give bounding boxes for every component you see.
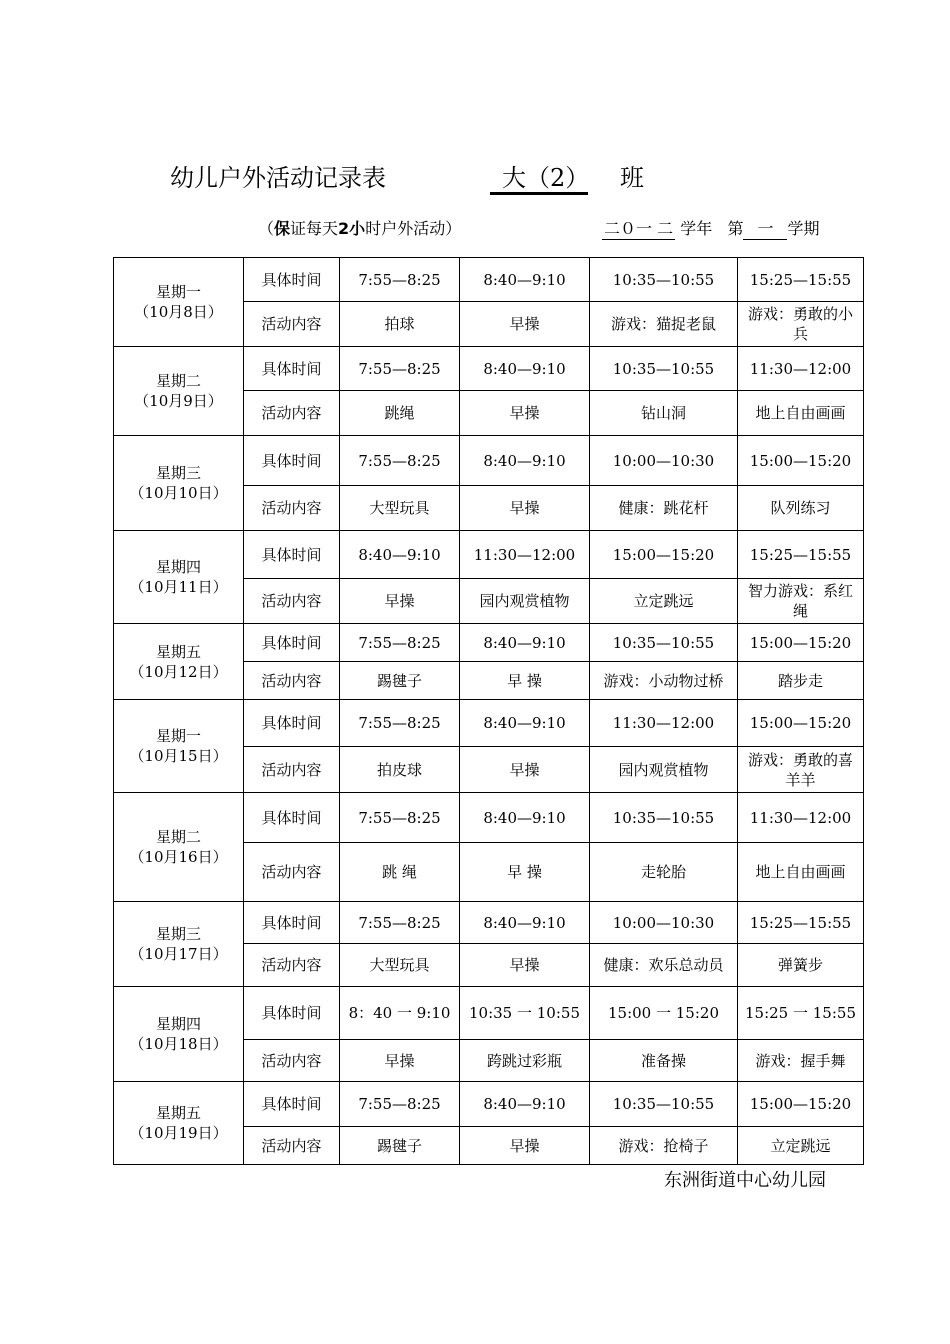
weekday: 星期四 (155, 558, 201, 576)
activity-cell: 游戏：勇敢的喜羊羊 (738, 747, 864, 793)
activity-cell: 跨跳过彩瓶 (460, 1040, 590, 1082)
activity-cell: 园内观赏植物 (590, 747, 738, 793)
activity-cell: 踏步走 (738, 662, 864, 700)
content-label: 活动内容 (244, 843, 340, 902)
activity-cell: 立定跳远 (590, 579, 738, 624)
time-cell: 7:55—8:25 (340, 258, 460, 302)
kindergarten-name: 东洲街道中心幼儿园 (664, 1170, 826, 1191)
time-label: 具体时间 (244, 700, 340, 747)
day-cell (114, 258, 244, 347)
day-cell (114, 1082, 244, 1165)
date: （10月11日） (129, 578, 228, 596)
day-cell (114, 700, 244, 793)
time-cell: 10:35—10:55 (590, 347, 738, 391)
day-cell (114, 347, 244, 436)
time-cell: 15:25—15:55 (738, 902, 864, 944)
time-cell: 7:55—8:25 (340, 902, 460, 944)
time-cell: 11:30—12:00 (460, 531, 590, 579)
content-label: 活动内容 (244, 662, 340, 700)
schedule-time-row (114, 624, 864, 662)
schedule-time-row (114, 258, 864, 302)
activity-cell: 早 操 (460, 843, 590, 902)
activity-cell: 健康：欢乐总动员 (590, 944, 738, 987)
day-cell (114, 793, 244, 902)
activity-cell: 游戏：猫捉老鼠 (590, 302, 738, 347)
time-cell: 10:35 一 10:55 (460, 987, 590, 1040)
time-cell: 8:40—9:10 (460, 258, 590, 302)
schedule-time-row (114, 987, 864, 1040)
activity-cell: 游戏：小动物过桥 (590, 662, 738, 700)
time-cell: 7:55—8:25 (340, 347, 460, 391)
time-cell: 15:00—15:20 (738, 700, 864, 747)
time-cell: 11:30—12:00 (590, 700, 738, 747)
date: （10月10日） (129, 484, 228, 502)
schedule-time-row (114, 902, 864, 944)
content-label: 活动内容 (244, 579, 340, 624)
weekday: 星期一 (155, 727, 201, 745)
term-word: 第 (727, 219, 744, 238)
time-label: 具体时间 (244, 1082, 340, 1127)
day-cell (114, 902, 244, 987)
activity-cell: 早操 (460, 1127, 590, 1165)
note-end: 时户外活动） (365, 219, 462, 238)
activity-cell: 踢毽子 (340, 662, 460, 700)
time-cell: 8:40—9:10 (460, 902, 590, 944)
time-cell: 15:00—15:20 (738, 1082, 864, 1127)
note-open: （ (258, 219, 275, 238)
weekday: 星期三 (155, 464, 201, 482)
schedule-time-row (114, 1082, 864, 1127)
activity-cell: 游戏：握手舞 (738, 1040, 864, 1082)
time-cell: 10:00—10:30 (590, 436, 738, 486)
time-cell: 7:55—8:25 (340, 1082, 460, 1127)
note-bold-2: 2小 (338, 219, 366, 238)
activity-cell: 早操 (460, 944, 590, 987)
time-cell: 10:35—10:55 (590, 258, 738, 302)
term-info (602, 216, 820, 240)
time-label: 具体时间 (244, 793, 340, 843)
activity-cell: 早 操 (460, 662, 590, 700)
weekday: 星期二 (155, 372, 201, 390)
note-bold-1: 保 (274, 219, 291, 238)
time-label: 具体时间 (244, 347, 340, 391)
activity-note (258, 216, 461, 239)
time-cell: 15:00—15:20 (590, 531, 738, 579)
time-label: 具体时间 (244, 624, 340, 662)
time-cell: 10:35—10:55 (590, 793, 738, 843)
activity-cell: 钻山洞 (590, 391, 738, 436)
term-number: 一 (743, 216, 787, 240)
activity-cell: 走轮胎 (590, 843, 738, 902)
time-cell: 8:40—9:10 (460, 700, 590, 747)
schedule-time-row (114, 531, 864, 579)
activity-cell: 早操 (340, 1040, 460, 1082)
content-label: 活动内容 (244, 747, 340, 793)
time-cell: 7:55—8:25 (340, 793, 460, 843)
term-label: 学期 (787, 219, 820, 238)
time-cell: 15:00—15:20 (738, 624, 864, 662)
schedule-time-row (114, 347, 864, 391)
schedule-table (113, 257, 864, 1165)
time-cell: 8：40 一 9:10 (340, 987, 460, 1040)
activity-cell: 拍球 (340, 302, 460, 347)
date: （10月16日） (129, 848, 228, 866)
activity-cell: 健康：跳花杆 (590, 486, 738, 531)
activity-cell: 跳 绳 (340, 843, 460, 902)
content-label: 活动内容 (244, 486, 340, 531)
activity-cell: 早操 (460, 302, 590, 347)
time-cell: 8:40—9:10 (460, 793, 590, 843)
day-cell (114, 531, 244, 624)
activity-cell: 拍皮球 (340, 747, 460, 793)
class-name: 大（2） (502, 164, 590, 192)
time-cell: 11:30—12:00 (738, 347, 864, 391)
activity-cell: 早操 (460, 486, 590, 531)
time-label: 具体时间 (244, 258, 340, 302)
day-cell (114, 624, 244, 700)
time-cell: 10:35—10:55 (590, 624, 738, 662)
activity-cell: 立定跳远 (738, 1127, 864, 1165)
date: （10月8日） (134, 303, 223, 321)
activity-cell: 准备操 (590, 1040, 738, 1082)
activity-cell: 早操 (460, 747, 590, 793)
date: （10月15日） (129, 747, 228, 765)
day-cell (114, 987, 244, 1082)
term-year-label: 学年 (680, 219, 713, 238)
content-label: 活动内容 (244, 302, 340, 347)
date: （10月19日） (129, 1124, 228, 1142)
time-cell: 15:25 一 15:55 (738, 987, 864, 1040)
day-cell (114, 436, 244, 531)
activity-cell: 队列练习 (738, 486, 864, 531)
time-cell: 8:40—9:10 (460, 1082, 590, 1127)
activity-cell: 跳绳 (340, 391, 460, 436)
weekday: 星期一 (155, 283, 201, 301)
weekday: 星期三 (155, 925, 201, 943)
activity-cell: 游戏：抢椅子 (590, 1127, 738, 1165)
weekday: 星期二 (155, 828, 201, 846)
activity-cell: 早操 (460, 391, 590, 436)
date: （10月9日） (134, 392, 223, 410)
note-mid: 证每天 (290, 219, 339, 238)
time-label: 具体时间 (244, 531, 340, 579)
activity-cell: 地上自由画画 (738, 391, 864, 436)
time-cell: 15:25—15:55 (738, 258, 864, 302)
time-cell: 11:30—12:00 (738, 793, 864, 843)
schedule-time-row (114, 793, 864, 843)
class-suffix: 班 (620, 164, 644, 192)
activity-cell: 游戏：勇敢的小兵 (738, 302, 864, 347)
time-cell: 7:55—8:25 (340, 624, 460, 662)
content-label: 活动内容 (244, 1040, 340, 1082)
activity-cell: 园内观赏植物 (460, 579, 590, 624)
content-label: 活动内容 (244, 391, 340, 436)
activity-cell: 早操 (340, 579, 460, 624)
activity-cell: 地上自由画画 (738, 843, 864, 902)
content-label: 活动内容 (244, 944, 340, 987)
time-cell: 8:40—9:10 (460, 436, 590, 486)
time-cell: 7:55—8:25 (340, 436, 460, 486)
activity-cell: 弹簧步 (738, 944, 864, 987)
time-cell: 15:00—15:20 (738, 436, 864, 486)
time-cell: 15:00 一 15:20 (590, 987, 738, 1040)
time-cell: 8:40—9:10 (340, 531, 460, 579)
time-cell: 15:25—15:55 (738, 531, 864, 579)
activity-cell: 智力游戏：系红绳 (738, 579, 864, 624)
time-cell: 8:40—9:10 (460, 347, 590, 391)
time-cell: 7:55—8:25 (340, 700, 460, 747)
time-label: 具体时间 (244, 902, 340, 944)
time-label: 具体时间 (244, 987, 340, 1040)
weekday: 星期四 (155, 1015, 201, 1033)
schedule-time-row (114, 436, 864, 486)
time-cell: 10:00—10:30 (590, 902, 738, 944)
time-label: 具体时间 (244, 436, 340, 486)
content-label: 活动内容 (244, 1127, 340, 1165)
activity-cell: 大型玩具 (340, 944, 460, 987)
class-underline (490, 192, 588, 195)
date: （10月17日） (129, 945, 228, 963)
time-cell: 10:35—10:55 (590, 1082, 738, 1127)
weekday: 星期五 (155, 1104, 201, 1122)
activity-cell: 大型玩具 (340, 486, 460, 531)
schedule-time-row (114, 700, 864, 747)
page-title: 幼儿户外活动记录表 (170, 164, 386, 192)
activity-cell: 踢毽子 (340, 1127, 460, 1165)
date: （10月12日） (129, 662, 228, 681)
date: （10月18日） (129, 1035, 228, 1053)
term-year: 二０一 二 (602, 216, 675, 240)
time-cell: 8:40—9:10 (460, 624, 590, 662)
weekday: 星期五 (155, 642, 201, 661)
